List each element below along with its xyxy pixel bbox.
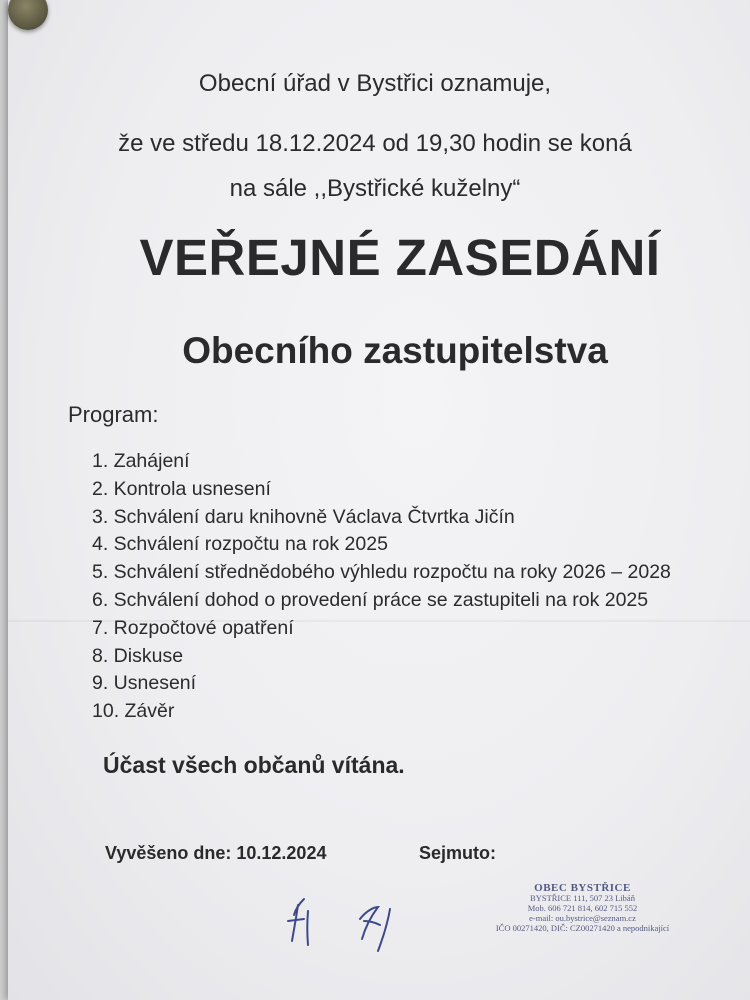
- removed-date: Sejmuto:: [419, 843, 497, 863]
- intro-line-3: na sále ,,Bystřické kuželny“: [229, 175, 521, 202]
- posted-date: Vyvěšeno dne: 10.12.2024: [105, 843, 327, 863]
- program-item: 6. Schválení dohod o provedení práce se zastupiteli na rok 2025: [92, 588, 649, 611]
- intro-line-2: že ve středu 18.12.2024 od 19,30 hodin se koná: [118, 130, 632, 157]
- notice-title: VEŘEJNÉ ZASEDÁNÍ: [139, 229, 661, 286]
- notice-subtitle: Obecního zastupitelstva: [182, 330, 608, 371]
- handwritten-signature: [280, 885, 420, 955]
- program-item: 9. Usnesení: [92, 672, 197, 695]
- program-item: 7. Rozpočtové opatření: [92, 616, 294, 639]
- program-item: 2. Kontrola usnesení: [92, 477, 271, 500]
- program-item: 8. Diskuse: [92, 644, 184, 667]
- stamp-line: IČO 00271420, DIČ: CZ00271420 a nepodnikající: [495, 923, 670, 933]
- welcome-text: Účast všech občanů vítána.: [103, 752, 405, 778]
- program-item: 3. Schválení daru knihovně Václava Čtvrtka Jičín: [92, 505, 515, 528]
- program-item: 4. Schválení rozpočtu na rok 2025: [92, 533, 388, 556]
- stamp-line: BYSTŘICE 111, 507 23 Libáň: [530, 893, 635, 903]
- stamp-title: OBEC BYSTŘICE: [534, 882, 631, 894]
- program-heading: Program:: [68, 402, 159, 427]
- program-list: [92, 450, 671, 728]
- intro-line-1: Obecní úřad v Bystřici oznamuje,: [198, 70, 552, 97]
- program-item: 10. Závěr: [92, 700, 175, 723]
- program-item: 1. Zahájení: [92, 450, 190, 472]
- stamp-line: e-mail: ou.bystrice@seznam.cz: [529, 913, 636, 923]
- program-item: 5. Schválení střednědobého výhledu rozpočtu na roky 2026 – 2028: [92, 561, 671, 584]
- official-stamp: [495, 883, 670, 933]
- stamp-line: Mob. 606 721 814, 602 715 552: [527, 903, 638, 913]
